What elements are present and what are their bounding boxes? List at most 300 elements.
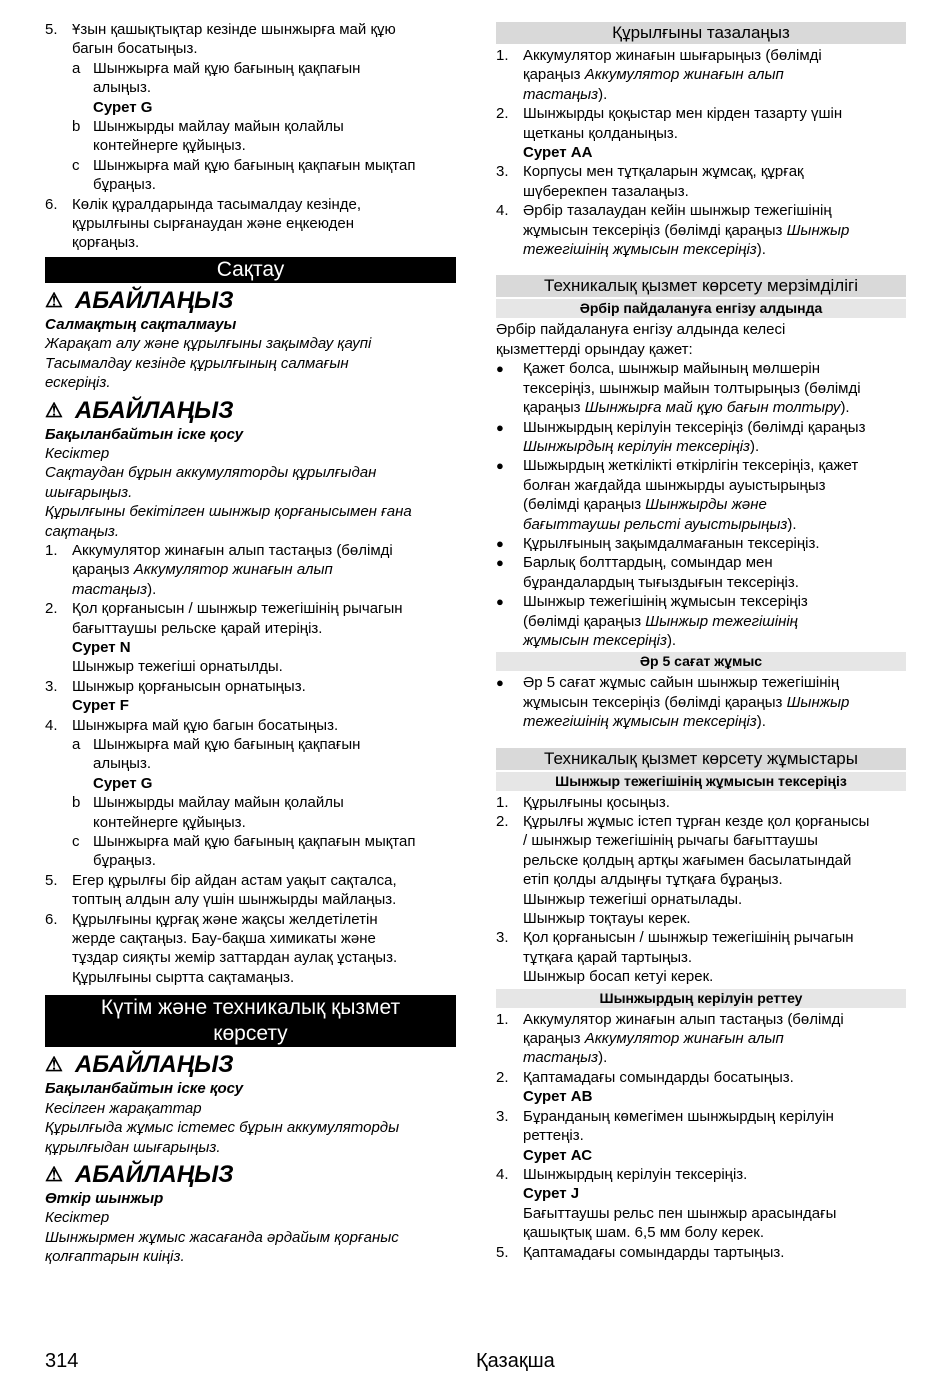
sub-item-letter: b — [72, 118, 81, 136]
page-number: 314 — [45, 1350, 79, 1372]
text-line — [45, 233, 456, 252]
warning-heading — [45, 1051, 456, 1079]
item-number: 4. — [496, 1165, 509, 1183]
bullet-item — [496, 673, 906, 692]
line-text: құрылғыдан шығарыңыз. — [45, 1138, 221, 1156]
bullet-icon: ● — [496, 594, 504, 610]
right-column — [496, 20, 906, 1262]
text-line — [45, 968, 456, 987]
line-text: (бөлімді қараңыз — [523, 496, 646, 514]
footer-language: Қазақша — [476, 1350, 555, 1372]
numbered-item — [496, 812, 906, 831]
numbered-item — [496, 1107, 906, 1126]
left-column — [45, 20, 456, 1267]
sub-item-letter: c — [72, 833, 80, 851]
line-text: алыңыз. — [93, 755, 151, 773]
warning-text — [45, 334, 456, 353]
text-line — [45, 214, 456, 233]
text-line — [45, 39, 456, 58]
line-text: Бағыттаушы рельс пен шынжыр арасындағы — [523, 1204, 837, 1222]
warning-text — [45, 444, 456, 463]
line-text: ). — [787, 515, 797, 533]
text-line — [496, 870, 906, 889]
reference-link[interactable]: тежегішінің жұмысын тексеріңіз — [523, 241, 757, 259]
line-text: ). — [840, 399, 850, 417]
line-text: Құрылғыны сыртта сақтамаңыз. — [72, 968, 295, 986]
line-text: (бөлімді қараңыз — [523, 612, 646, 630]
line-text: құрылғыны сырғанаудан және еңкеюден — [72, 215, 355, 233]
text-line — [496, 379, 906, 398]
sub-item — [45, 735, 456, 754]
cross-reference-line — [496, 221, 906, 240]
warning-text — [45, 502, 456, 521]
numbered-item — [496, 104, 906, 123]
item-text: Қаптамадағы сомындарды босатыңыз. — [523, 1068, 794, 1086]
warning-text — [45, 1118, 456, 1137]
sub-item-text: Шынжырға май құю бағының қақпағын мықтап — [93, 833, 416, 851]
section-heading — [45, 995, 456, 1047]
item-number: 2. — [496, 1068, 509, 1086]
line-text: Шынжыр босап кетуі керек. — [523, 968, 714, 986]
reference-link[interactable]: Шынжырға май құю бағын толтыру — [584, 399, 841, 417]
warning-label: АБАЙЛАҢЫЗ — [74, 396, 234, 424]
reference-link[interactable]: бағыттаушы рельсті ауыстырыңыз — [523, 515, 788, 533]
subsection-title: Шынжыр тежегішінің жұмысын тексеріңіз — [555, 772, 847, 789]
warning-text — [45, 1138, 456, 1157]
text-line — [45, 175, 456, 194]
warning-subtitle — [45, 425, 456, 444]
line-text: жұмысын тексеріңіз (бөлімді қараңыз — [523, 221, 787, 239]
reference-link[interactable]: Шынжыр — [786, 693, 850, 711]
cross-reference-line — [496, 65, 906, 84]
line-text: Сақтаудан бұрын аккумуляторды құрылғыдан — [45, 464, 377, 482]
sub-item-text: Шынжырға май құю бағының қақпағын мықтап — [93, 156, 416, 174]
section-title: Сақтау — [216, 257, 285, 281]
item-text: Ұзын қашықтықтар кезінде шынжырға май құю — [72, 21, 396, 38]
figure-ref — [496, 1146, 906, 1165]
line-text: Кесіктер — [45, 1209, 110, 1227]
text-line — [45, 890, 456, 909]
item-number: 3. — [496, 929, 509, 947]
line-text: ). — [750, 437, 760, 455]
cross-reference-line — [45, 560, 456, 579]
sub-item — [45, 832, 456, 851]
cross-reference-line — [496, 437, 906, 456]
item-number: 5. — [45, 21, 58, 38]
warning-subtitle — [45, 1079, 456, 1098]
reference-link[interactable]: Аккумулятор жинағын алып — [133, 561, 333, 579]
line-text: Әрбір пайдалануға енгізу алдында келесі — [496, 321, 786, 339]
line-text: Құрылғыда жұмыс істемес бұрын аккумуляторды — [45, 1119, 400, 1137]
item-number: 3. — [45, 677, 58, 695]
warning-triangle-icon: ⚠ — [45, 289, 63, 312]
subsection-title: Әр 5 сағат жұмыс — [639, 653, 763, 670]
sub-item — [45, 59, 456, 78]
text-line — [496, 851, 906, 870]
text-line — [496, 1223, 906, 1242]
numbered-item — [496, 1165, 906, 1184]
section-heading — [496, 275, 906, 297]
bullet-text: Құрылғының зақымдалмағанын тексеріңіз. — [523, 534, 820, 552]
line-text: жұмысын тексеріңіз (бөлімді қараңыз — [523, 693, 787, 711]
numbered-item — [496, 1068, 906, 1087]
text-line — [45, 619, 456, 638]
bullet-item — [496, 592, 906, 611]
line-text: Шынжыр тежегіші орнатылды. — [72, 658, 283, 676]
figure-label: Сурет J — [523, 1185, 580, 1203]
bullet-item — [496, 456, 906, 475]
figure-label: Сурет N — [72, 638, 131, 656]
text-line — [496, 831, 906, 850]
figure-label: Сурет F — [72, 697, 129, 715]
cross-reference-line — [496, 712, 906, 731]
item-text: Шынжыр қорғанысын орнатыңыз. — [72, 677, 306, 695]
warning-text — [45, 1228, 456, 1247]
warning-label: АБАЙЛАҢЫЗ — [74, 1160, 234, 1188]
item-number: 3. — [496, 1107, 509, 1125]
warning-heading — [45, 1161, 456, 1189]
line-text: болған жағдайда шынжырды ауыстырыңыз — [523, 476, 826, 494]
cross-reference-line — [496, 693, 906, 712]
line-text: Бақыланбайтын іске қосу — [45, 1080, 244, 1098]
figure-ref — [45, 774, 456, 793]
item-text: Аккумулятор жинағын алып тастаңыз (бөлімді — [72, 541, 393, 559]
cross-reference-line — [496, 85, 906, 104]
reference-link[interactable]: Аккумулятор жинағын алып — [584, 66, 784, 84]
bullet-item — [496, 534, 906, 553]
item-text: Корпусы мен тұтқаларын жұмсақ, құрғақ — [523, 163, 804, 181]
reference-link[interactable]: Шынжыр — [786, 221, 850, 239]
warning-text — [45, 354, 456, 373]
item-text: Бұранданың көмегімен шынжырдың керілуін — [523, 1107, 834, 1125]
numbered-item — [45, 541, 456, 560]
line-text: бұраңыз. — [93, 176, 156, 194]
line-text: ). — [666, 631, 677, 649]
bullet-text: Барлық болттардың, сомындар мен — [523, 554, 773, 572]
line-text: Шынжыр тежегіші орнатылады. — [523, 890, 743, 908]
cross-reference-line — [496, 612, 906, 631]
warning-text — [45, 373, 456, 392]
item-number: 5. — [45, 871, 58, 889]
reference-link[interactable]: Шынжырды және — [645, 496, 767, 514]
text-line — [496, 948, 906, 967]
line-text: бұраңыз. — [93, 852, 156, 870]
item-number: 6. — [45, 195, 58, 213]
item-number: 3. — [496, 163, 509, 181]
line-text: багын босатыңыз. — [72, 40, 198, 58]
warning-label: АБАЙЛАҢЫЗ — [74, 286, 234, 314]
bullet-icon: ● — [496, 535, 504, 551]
text-line — [45, 851, 456, 870]
text-line — [496, 340, 906, 359]
line-text: реттеңіз. — [523, 1127, 584, 1145]
bullet-icon: ● — [496, 361, 504, 377]
cross-reference-line — [496, 631, 906, 650]
line-text: қорғаңыз. — [72, 234, 140, 252]
text-line — [496, 182, 906, 201]
figure-label: Сурет G — [93, 98, 153, 116]
sub-item-letter: b — [72, 794, 81, 812]
section-title: Техникалық қызмет көрсету мерзімділігі — [544, 276, 858, 296]
item-number: 1. — [496, 1010, 509, 1028]
text-line — [496, 967, 906, 986]
text-line — [45, 813, 456, 832]
line-text: ). — [756, 713, 766, 731]
text-line — [496, 124, 906, 143]
sub-item — [45, 156, 456, 175]
warning-text — [45, 483, 456, 502]
text-line — [45, 754, 456, 773]
warning-text — [45, 522, 456, 541]
cross-reference-line — [496, 495, 906, 514]
warning-subtitle — [45, 315, 456, 334]
line-text: сақтаңыз. — [45, 522, 120, 540]
item-text: Қол қорғанысын / шынжыр тежегішінің рычагын — [523, 929, 854, 947]
warning-label: АБАЙЛАҢЫЗ — [74, 1051, 234, 1079]
warning-text — [45, 463, 456, 482]
item-text: Құрылғыны құрғақ және жақсы желдетілетін — [72, 910, 378, 928]
bullet-icon: ● — [496, 555, 504, 571]
line-text: ескеріңіз. — [45, 374, 111, 392]
figure-ref — [45, 638, 456, 657]
section-heading — [45, 257, 456, 283]
cross-reference-line — [45, 580, 456, 599]
warning-heading — [45, 397, 456, 425]
section-title: Құрылғыны тазалаңыз — [612, 23, 790, 42]
reference-link[interactable]: Шынжырдың керілуін тексеріңіз — [523, 437, 751, 455]
line-text: Бақыланбайтын іске қосу — [45, 425, 244, 443]
cross-reference-line — [496, 240, 906, 259]
bullet-item — [496, 359, 906, 378]
line-text: шығарыңыз. — [45, 483, 133, 501]
item-text: Қол қорғанысын / шынжыр тежегішінің рычагын — [72, 600, 403, 618]
item-text: Егер құрылғы бір айдан астам уақыт сақталса, — [72, 871, 397, 889]
line-text: Шынжырмен жұмыс жасағанда әрдайым қорғаныс — [45, 1228, 399, 1246]
text-line — [45, 78, 456, 97]
line-text: Жарақат алу және құрылғыны зақымдау қаупі — [45, 335, 372, 353]
line-text: етіп қолды алдыңғы тұтқаға бұраңыз. — [523, 871, 783, 889]
numbered-item — [496, 1243, 906, 1262]
text-line — [496, 890, 906, 909]
line-text: топтың алдын алу үшін шынжырды майлаңыз. — [72, 891, 397, 909]
reference-link[interactable]: тастаңыз — [523, 1049, 599, 1067]
item-number: 2. — [45, 600, 58, 618]
warning-text — [45, 1247, 456, 1266]
numbered-item — [496, 201, 906, 220]
subsection-heading — [496, 299, 906, 318]
text-line — [496, 573, 906, 592]
warning-triangle-icon: ⚠ — [45, 399, 63, 422]
subsection-heading — [496, 772, 906, 791]
reference-link[interactable]: жұмысын тексеріңіз — [523, 631, 667, 649]
line-text: қараңыз — [523, 399, 585, 417]
text-line — [496, 909, 906, 928]
spacer — [496, 259, 906, 273]
numbered-item — [45, 716, 456, 735]
line-text: ). — [756, 241, 766, 259]
line-text: тексеріңіз, шынжыр майын толтырыңыз (бөлімді — [523, 379, 861, 397]
bullet-item — [496, 553, 906, 572]
item-number: 1. — [45, 541, 58, 559]
line-text: / шынжыр тежегішінің рычагы бағыттаушы — [523, 832, 818, 850]
line-text: тұздар сияқты жемір заттардан аулақ ұстаңыз. — [72, 949, 398, 967]
sub-item-letter: a — [72, 736, 81, 753]
bullet-text: Әр 5 сағат жұмыс сайын шынжыр тежегішінің — [523, 674, 840, 692]
warning-text — [45, 1208, 456, 1227]
line-text: жерде сақтаңыз. Бау-бақша химикаты және — [72, 930, 376, 948]
item-number: 4. — [45, 716, 58, 734]
numbered-item — [45, 871, 456, 890]
subsection-heading — [496, 652, 906, 671]
item-text: Аккумулятор жинағын шығарыңыз (бөлімді — [523, 47, 822, 64]
cross-reference-line — [496, 1048, 906, 1067]
bullet-item — [496, 418, 906, 437]
line-text: Кесіктер — [45, 444, 110, 462]
cross-reference-line — [496, 1029, 906, 1048]
item-text: Шынжырды қоқыстар мен кірден тазарту үшін — [523, 105, 843, 123]
line-text: қашықтық шам. 6,5 мм болу керек. — [523, 1224, 765, 1242]
line-text: қараңыз — [523, 1030, 585, 1048]
bullet-icon: ● — [496, 419, 504, 435]
line-text: бағыттаушы рельске қарай итеріңіз. — [72, 619, 323, 637]
item-text: Әрбір тазалаудан кейін шынжыр тежегішінің — [523, 202, 832, 220]
text-line — [45, 136, 456, 155]
figure-ref — [496, 1087, 906, 1106]
line-text: шүберекпен тазалаңыз. — [523, 182, 689, 200]
numbered-item — [496, 162, 906, 181]
line-text: Салмақтың сақталмауы — [45, 315, 237, 333]
numbered-item — [45, 677, 456, 696]
numbered-item — [496, 46, 906, 65]
section-heading — [496, 748, 906, 770]
cross-reference-line — [496, 398, 906, 417]
item-text: Аккумулятор жинағын алып тастаңыз (бөлімді — [523, 1010, 844, 1028]
reference-link[interactable]: тастаңыз — [523, 85, 599, 103]
figure-label: Сурет АС — [523, 1146, 593, 1164]
warning-text — [45, 1099, 456, 1118]
item-text: Шынжырға май құю багын босатыңыз. — [72, 716, 339, 734]
line-text: Тасымалдау кезінде құрылғының салмағын — [45, 354, 349, 372]
figure-label: Сурет G — [93, 774, 153, 792]
line-text: тұтқаға қарай тартыңыз. — [523, 948, 693, 966]
bullet-text: Шынжырдың керілуін тексеріңіз (бөлімді қараңыз — [523, 418, 866, 436]
line-text: қызметтерді орындау қажет: — [496, 340, 693, 358]
item-number: 6. — [45, 910, 58, 928]
figure-ref — [45, 98, 456, 117]
warning-subtitle — [45, 1189, 456, 1208]
figure-label: Сурет АВ — [523, 1088, 593, 1106]
item-text: Қаптамадағы сомындарды тартыңыз. — [523, 1243, 785, 1261]
numbered-item — [45, 910, 456, 929]
section-title-line: көрсету — [213, 1022, 288, 1046]
figure-label: Сурет АА — [523, 144, 593, 162]
text-line — [496, 320, 906, 339]
text-line — [496, 1126, 906, 1145]
text-line — [496, 1204, 906, 1223]
sub-item-letter: a — [72, 59, 81, 77]
subsection-title: Шынжырдың керілуін реттеу — [599, 989, 803, 1006]
figure-ref — [45, 696, 456, 715]
reference-link[interactable]: тастаңыз — [72, 580, 148, 598]
line-text: қараңыз — [523, 66, 585, 84]
line-text: щетканы қолданыңыз. — [523, 124, 678, 142]
line-text: Шынжыр тоқтауы керек. — [523, 910, 691, 928]
line-text: алыңыз. — [93, 79, 151, 97]
sub-item — [45, 793, 456, 812]
reference-link[interactable]: Шынжыр тежегішінің — [645, 612, 798, 630]
item-text: Құрылғыны қосыңыз. — [523, 793, 670, 811]
text-line — [496, 476, 906, 495]
spacer — [496, 732, 906, 746]
warning-triangle-icon: ⚠ — [45, 1163, 63, 1186]
section-title: Техникалық қызмет көрсету жұмыстары — [544, 748, 858, 768]
item-number: 2. — [496, 105, 509, 123]
sub-item — [45, 117, 456, 136]
item-text: Көлік құралдарында тасымалдау кезінде, — [72, 195, 361, 213]
bullet-icon: ● — [496, 458, 504, 474]
line-text: ). — [598, 1049, 608, 1067]
reference-link[interactable]: Аккумулятор жинағын алып — [584, 1030, 784, 1048]
item-number: 4. — [496, 202, 509, 220]
sub-item-text: Шынжырға май құю бағының қақпағын — [93, 736, 361, 753]
section-title-line: Күтім және техникалық қызмет — [100, 996, 401, 1020]
numbered-item — [496, 1010, 906, 1029]
item-text: Құрылғы жұмыс істеп тұрған кезде қол қорғанысы — [523, 813, 870, 830]
line-text: ). — [147, 580, 157, 598]
text-line — [45, 929, 456, 948]
item-number: 1. — [496, 793, 509, 811]
numbered-item — [45, 599, 456, 618]
reference-link[interactable]: тежегішінің жұмысын тексеріңіз — [523, 713, 757, 731]
numbered-item — [496, 793, 906, 812]
numbered-item — [45, 195, 456, 214]
bullet-text: Қажет болса, шынжыр майының мөлшерін — [523, 360, 821, 378]
line-text: қолғаптарын киіңіз. — [45, 1248, 185, 1266]
subsection-title: Әрбір пайдалануға енгізу алдында — [579, 300, 823, 317]
section-heading — [496, 22, 906, 44]
item-text: Шынжырдың керілуін тексеріңіз. — [523, 1165, 748, 1183]
cross-reference-line — [496, 515, 906, 534]
sub-item-text: Шынжырға май құю бағының қақпағын — [93, 59, 361, 77]
bullet-text: Шыжырдың жеткілікті өткірлігін тексеріңіз, қажет — [523, 457, 859, 475]
item-number: 5. — [496, 1243, 509, 1261]
bullet-text: Шынжыр тежегішінің жұмысын тексеріңіз — [523, 593, 808, 611]
numbered-item — [496, 928, 906, 947]
line-text: бұрандалардың тығыздығын тексеріңіз. — [523, 573, 799, 591]
line-text: контейнерге құйыңыз. — [93, 137, 246, 155]
text-line — [45, 948, 456, 967]
warning-heading — [45, 287, 456, 315]
bullet-icon: ● — [496, 675, 504, 691]
sub-item-letter: c — [72, 156, 80, 174]
sub-item-text: Шынжырды майлау майын қолайлы — [93, 118, 344, 136]
numbered-item — [45, 20, 456, 39]
line-text: Кесілген жарақаттар — [45, 1099, 202, 1117]
figure-ref — [496, 143, 906, 162]
line-text: ). — [598, 85, 608, 103]
line-text: Өткір шынжыр — [45, 1189, 164, 1207]
line-text: рельске қолдың артқы жағымен басылатындай — [523, 851, 852, 869]
sub-item-text: Шынжырды майлау майын қолайлы — [93, 794, 344, 812]
subsection-heading — [496, 989, 906, 1008]
text-line — [45, 657, 456, 676]
line-text: контейнерге құйыңыз. — [93, 813, 246, 831]
item-number: 2. — [496, 813, 509, 830]
line-text: қараңыз — [72, 561, 134, 579]
figure-ref — [496, 1184, 906, 1203]
line-text: Құрылғыны бекітілген шынжыр қорғанысымен ғана — [45, 503, 412, 521]
item-number: 1. — [496, 47, 509, 64]
